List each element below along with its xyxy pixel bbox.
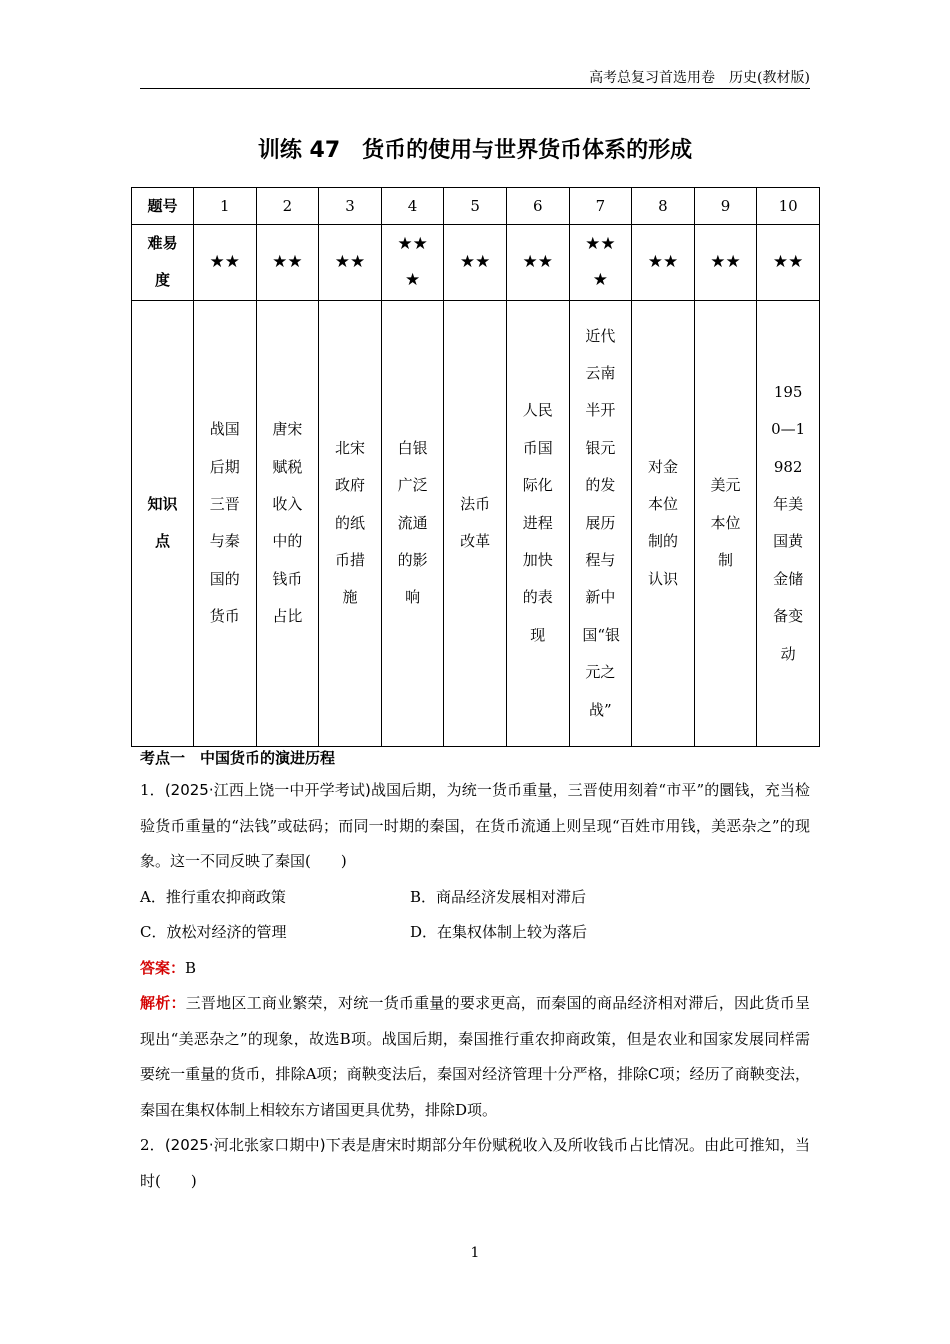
options-row [140, 880, 810, 916]
table-row-knowledge [132, 300, 820, 746]
question-number: 6 [506, 188, 569, 225]
header-divider [140, 88, 810, 89]
question-stem: 下表是唐宋时期部分年份赋税收入及所收钱币占比情况。由此可推知，当时( ) [140, 1136, 810, 1190]
question-number-1: 1． [140, 781, 165, 799]
difficulty-stars: ★★ [710, 252, 741, 273]
analysis-text: 三晋地区工商业繁荣，对统一货币重量的要求更高，而秦国的商品经济相对滞后，因此货币呈现出“美恶杂之”的现象，故选B项。战国后期，秦国推行重农抑商政策，但是农业和国家发展同样需要统一重量的货币，排除A项；商鞅变法后，秦国对经济管理十分严格，排除C项；经历了商鞅变法，秦国在集权体制上相较东方诸国更具优势，排除D项。 [140, 994, 810, 1119]
option-c: C．放松对经济的管理 [140, 923, 287, 941]
page-number: 1 [470, 1245, 480, 1261]
knowledge-point: 法币改革 [460, 494, 491, 551]
row-label-knowledge: 知识点 [147, 494, 178, 551]
table-row-difficulty [132, 225, 820, 301]
question-number: 9 [694, 188, 757, 225]
question-number: 1 [194, 188, 257, 225]
question-source: (2025·河北张家口期中) [164, 1136, 326, 1154]
row-label-difficulty: 难易度 [147, 234, 178, 290]
question-number-2: 2． [140, 1136, 165, 1154]
knowledge-point: 1950—1982年美国黄金储备变动 [771, 382, 806, 663]
difficulty-stars: ★★ [272, 252, 303, 273]
question-number: 4 [381, 188, 444, 225]
difficulty-stars: ★★ [459, 252, 491, 273]
knowledge-point: 近代云南半开银元的发展历程与新中国“银元之战” [582, 326, 621, 719]
section-heading: 考点一 中国货币的演进历程 [140, 749, 336, 767]
difficulty-stars: ★★★ [585, 234, 616, 291]
question-number: 10 [757, 188, 820, 225]
row-label-number: 题号 [132, 188, 194, 225]
question-1 [140, 773, 810, 880]
table-row-number [132, 188, 820, 225]
question-number: 7 [569, 188, 632, 225]
page-title: 训练 47 货币的使用与世界货币体系的形成 [257, 138, 693, 163]
difficulty-stars: ★★ [647, 252, 679, 273]
question-number: 2 [256, 188, 319, 225]
question-2 [140, 1128, 810, 1199]
knowledge-point: 白银广泛流通的影响 [397, 438, 428, 607]
knowledge-point: 战国后期三晋与秦国的货币 [209, 420, 240, 626]
question-number: 5 [444, 188, 507, 225]
knowledge-point: 对金本位制的认识 [647, 457, 678, 588]
question-content [140, 743, 810, 1199]
question-number: 8 [632, 188, 695, 225]
running-header: 高考总复习首选用卷 历史(教材版) [589, 70, 810, 86]
answer [140, 951, 810, 987]
overview-table [131, 187, 820, 747]
question-stem: 战国后期，为统一货币重量，三晋使用刻着“市平”的圜钱，充当检验货币重量的“法钱”或砝码；而同一时期的秦国，在货币流通上则呈现“百姓市用钱，美恶杂之”的现象。这一不同反映了秦国( ) [140, 781, 811, 870]
knowledge-point: 北宋政府的纸币措施 [334, 438, 365, 607]
difficulty-stars: ★★ [772, 252, 804, 273]
difficulty-stars: ★★★ [397, 234, 428, 291]
analysis [140, 986, 810, 1128]
knowledge-point: 唐宋赋税收入中的钱币占比 [272, 420, 303, 626]
difficulty-stars: ★★ [209, 252, 241, 273]
question-source: (2025·江西上饶一中开学考试) [164, 781, 371, 799]
difficulty-stars: ★★ [334, 252, 366, 273]
analysis-label: 解析： [140, 994, 186, 1012]
option-d: D．在集权体制上较为落后 [410, 923, 588, 941]
question-number: 3 [319, 188, 382, 225]
knowledge-point: 美元本位制 [710, 476, 741, 570]
options-row [140, 915, 810, 951]
option-a: A．推行重农抑商政策 [140, 887, 286, 906]
option-b: B．商品经济发展相对滞后 [410, 887, 587, 906]
answer-label: 答案： [140, 958, 186, 977]
answer-value: B [185, 958, 197, 977]
difficulty-stars: ★★ [522, 252, 553, 273]
knowledge-point: 人民币国际化进程加快的表现 [522, 401, 553, 644]
